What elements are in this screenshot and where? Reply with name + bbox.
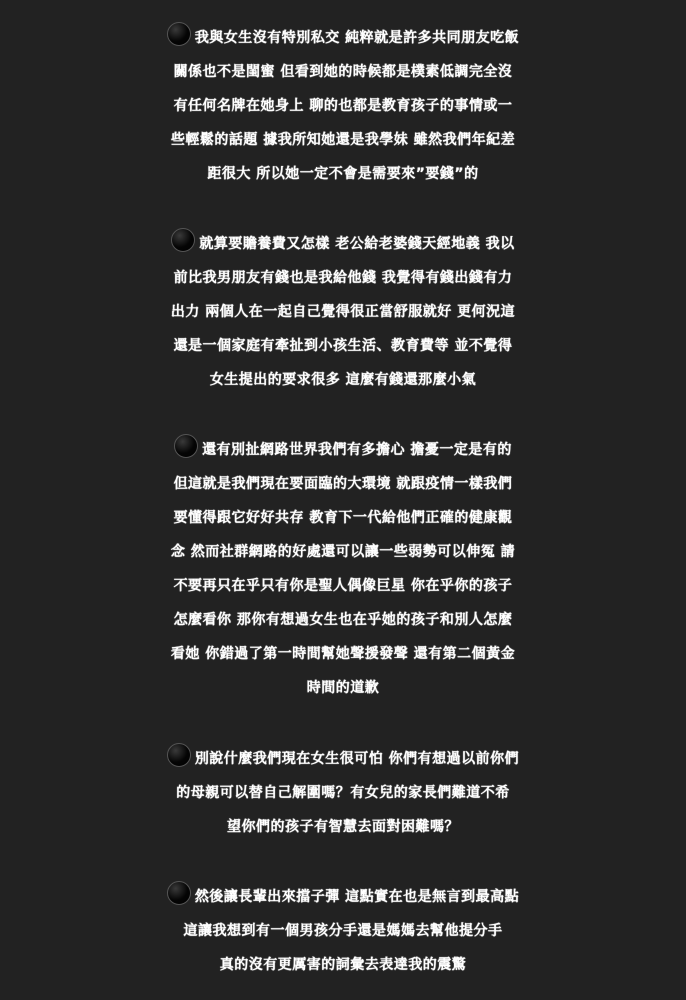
paragraph-5-line-1: [0, 880, 686, 914]
paragraph-4-line-2: 的母親可以替自己解圍嗎？有女兒的家長們難道不希: [176, 785, 510, 801]
paragraph-4-line-1: [0, 742, 686, 776]
line-text: 然後讓長輩出來擋子彈 這點實在也是無言到最高點: [194, 889, 520, 905]
paragraph-1-line-2: 關係也不是閨蜜 但看到她的時候都是樸素低調完全沒: [173, 64, 513, 80]
paragraph-5-line-3: 真的沒有更厲害的詞彙去表達我的震驚: [219, 957, 467, 973]
paragraph-1-line-1: [0, 21, 686, 55]
paragraph-2: [0, 227, 686, 397]
paragraph-3-line-3: 要懂得跟它好好共存 教育下一代給他們正確的健康觀: [173, 510, 513, 526]
paragraph-2-line-3: 出力 兩個人在一起自己覺得很正當舒服就好 更何況這: [170, 304, 516, 320]
black-circle-icon: [174, 434, 198, 458]
paragraph-4: [0, 742, 686, 844]
paragraph-3-line-7: 看她 你錯過了第一時間幫她聲援發聲 還有第二個黃金: [170, 646, 516, 662]
paragraph-1-line-5: 距很大 所以她一定不會是需要來”要錢”的: [207, 166, 479, 182]
paragraph-5: [0, 880, 686, 982]
black-circle-icon: [167, 743, 191, 767]
line-text: 還有別扯網路世界我們有多擔心 擔憂一定是有的: [202, 442, 512, 458]
paragraph-3-line-1: [0, 433, 686, 467]
paragraph-1-line-3: 有任何名牌在她身上 聊的也都是教育孩子的事情或一: [173, 98, 513, 114]
paragraph-2-line-5: 女生提出的要求很多 這麼有錢還那麼小氣: [209, 372, 477, 388]
paragraph-1: [0, 21, 686, 191]
paragraph-3-line-2: 但這就是我們現在要面臨的大環境 就跟疫情一樣我們: [173, 476, 513, 492]
black-circle-icon: [171, 228, 195, 252]
line-text: 別說什麼我們現在女生很可怕 你們有想過以前你們: [194, 751, 520, 767]
paragraph-2-line-4: 還是一個家庭有牽扯到小孩生活、教育費等 並不覺得: [173, 338, 513, 354]
line-text: 我與女生沒有特別私交 純粹就是許多共同朋友吃飯: [194, 30, 520, 46]
black-circle-icon: [167, 22, 191, 46]
paragraph-3-line-6: 怎麼看你 那你有想過女生也在乎她的孩子和別人怎麼: [173, 612, 513, 628]
paragraph-2-line-2: 前比我男朋友有錢也是我給他錢 我覺得有錢出錢有力: [173, 270, 513, 286]
black-circle-icon: [167, 881, 191, 905]
paragraph-1-line-4: 些輕鬆的話題 據我所知她還是我學妹 雖然我們年紀差: [170, 132, 516, 148]
line-text: 就算要贍養費又怎樣 老公給老婆錢天經地義 我以: [199, 236, 515, 252]
paragraph-3-line-4: 念 然而社群網路的好處還可以讓一些弱勢可以伸冤 請: [170, 544, 516, 560]
paragraph-5-line-2: 這讓我想到有一個男孩分手還是媽媽去幫他提分手: [183, 923, 503, 939]
paragraph-3-line-5: 不要再只在乎只有你是聖人偶像巨星 你在乎你的孩子: [173, 578, 513, 594]
paragraph-3-line-8: 時間的道歉: [306, 680, 380, 696]
paragraph-3: [0, 433, 686, 705]
paragraph-4-line-3: 望你們的孩子有智慧去面對困難嗎？: [227, 819, 459, 835]
paragraph-2-line-1: [0, 227, 686, 261]
